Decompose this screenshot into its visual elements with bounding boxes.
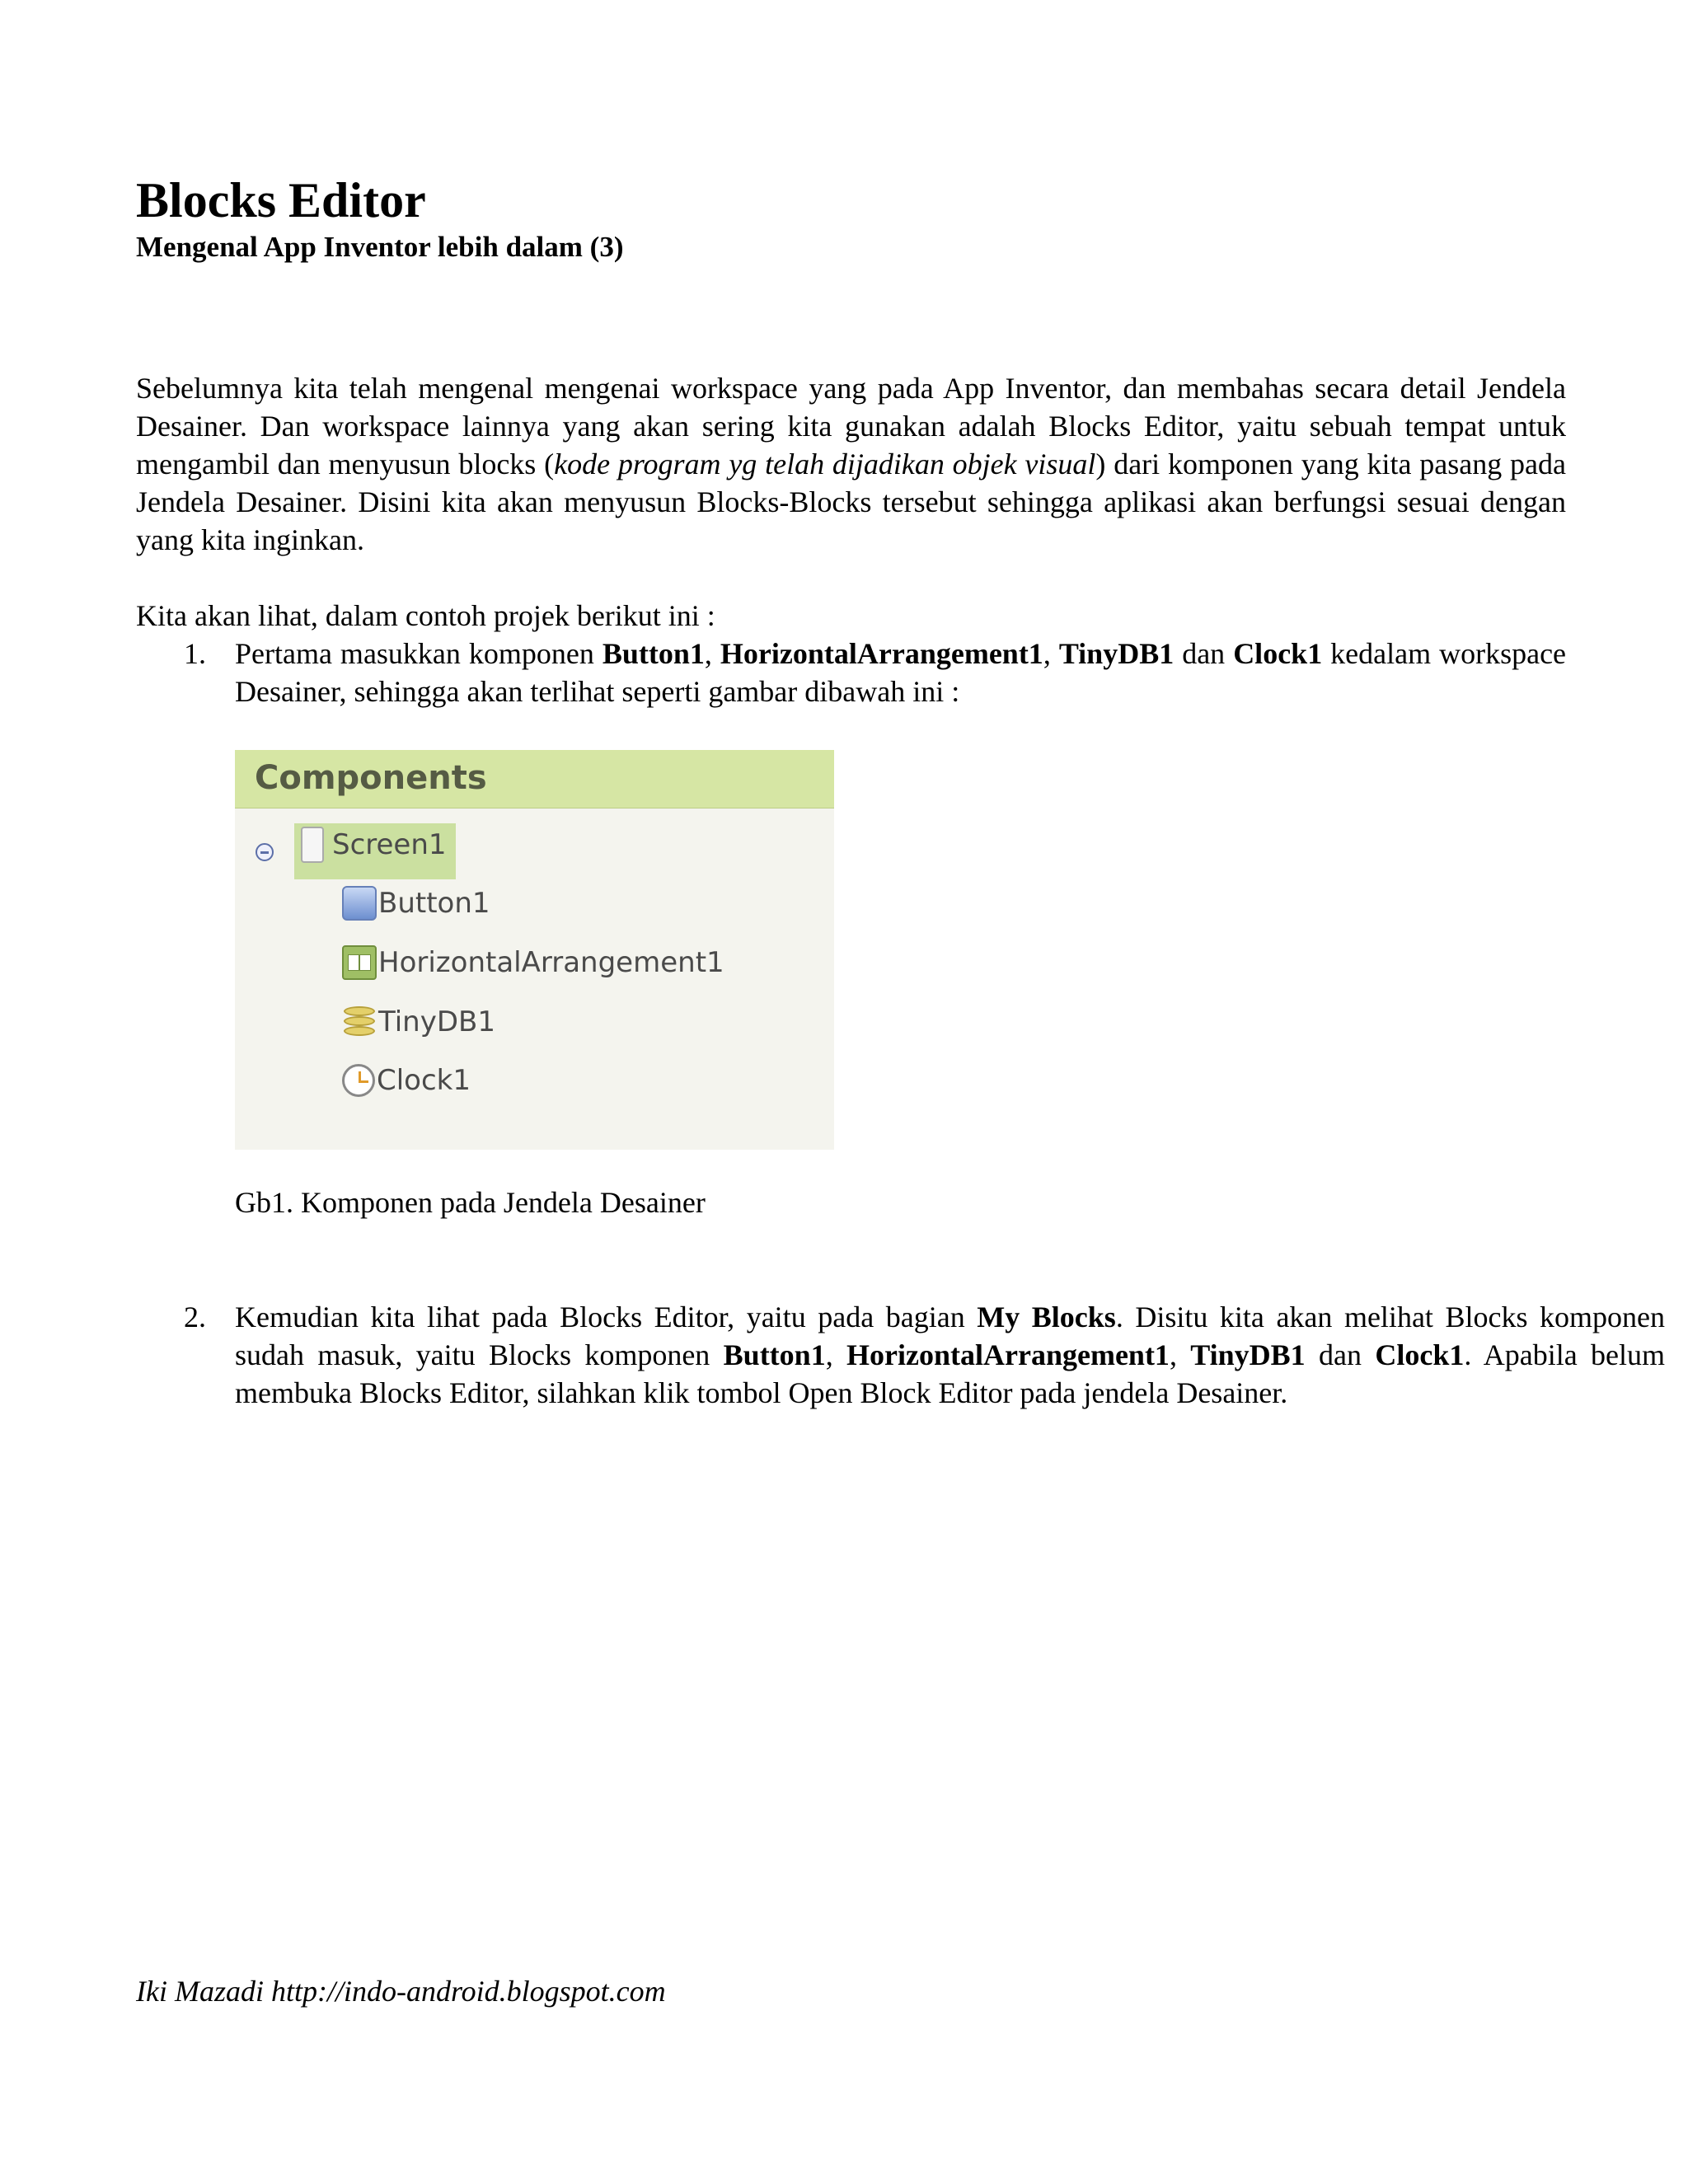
list-number: 2. bbox=[184, 1301, 206, 1333]
tree-item-label: Screen1 bbox=[332, 828, 447, 861]
step1-bold-harr: HorizontalArrangement1 bbox=[720, 637, 1043, 670]
example-intro: Kita akan lihat, dalam contoh projek berikut ini : bbox=[136, 599, 715, 632]
step1-text: Pertama masukkan komponen bbox=[235, 637, 603, 670]
step2-bold-harr: HorizontalArrangement1 bbox=[846, 1338, 1170, 1371]
step1-bold-clock: Clock1 bbox=[1233, 637, 1323, 670]
step2-bold-tinydb: TinyDB1 bbox=[1190, 1338, 1306, 1371]
intro-text-1: Sebelumnya kita telah mengenal mengenai workspace yang pada App Inventor, dan membahas secara detail Jendela Desainer. Dan workspace lainnya yang akan sering kita gunakan adalah Blocks Editor, yaitu sebuah tempat untuk mengambil dan menyusun blocks ( bbox=[136, 372, 1566, 480]
step1-text: dan bbox=[1174, 637, 1234, 670]
figure-caption: Gb1. Komponen pada Jendela Desainer bbox=[235, 1186, 706, 1219]
document-page bbox=[136, 173, 1566, 710]
step1-sep: , bbox=[1043, 637, 1059, 670]
screen-icon bbox=[301, 827, 324, 863]
tree-item-label: HorizontalArrangement1 bbox=[378, 946, 724, 979]
tree-item-clock1[interactable] bbox=[342, 1064, 471, 1097]
step1-sep: , bbox=[704, 637, 720, 670]
tree-item-label: Clock1 bbox=[377, 1064, 471, 1097]
tree-item-button1[interactable] bbox=[342, 886, 490, 921]
step1-bold-button1: Button1 bbox=[602, 637, 705, 670]
horizontal-arrangement-icon bbox=[342, 945, 377, 980]
page-title: Blocks Editor bbox=[136, 173, 426, 227]
components-header: Components bbox=[235, 750, 834, 808]
step2-bold-button1: Button1 bbox=[723, 1338, 826, 1371]
step2-sep: , bbox=[825, 1338, 847, 1371]
step2-text: Kemudian kita lihat pada Blocks Editor, yaitu pada bagian bbox=[235, 1301, 978, 1333]
step2-bold-myblocks: My Blocks bbox=[977, 1301, 1116, 1333]
intro-paragraph bbox=[136, 369, 1566, 559]
step2-text: . Disitu kita akan melihat Blocks komponen sudah masuk, yaitu Blocks komponen bbox=[235, 1301, 1665, 1371]
step2-text: dan bbox=[1305, 1338, 1376, 1371]
database-icon bbox=[342, 1005, 377, 1039]
tree-item-tinydb1[interactable] bbox=[342, 1005, 495, 1039]
intro-text-2: ) dari komponen yang kita pasang pada Jendela Desainer. Disini kita akan menyusun Blocks-Blocks tersebut sehingga aplikasi akan berfungsi sesuai dengan yang kita inginkan. bbox=[136, 448, 1566, 556]
step1-bold-tinydb: TinyDB1 bbox=[1058, 637, 1175, 670]
tree-item-screen1[interactable] bbox=[301, 827, 447, 863]
intro-italic: kode program yg telah dijadikan objek visual bbox=[554, 448, 1096, 480]
button-icon bbox=[342, 886, 377, 921]
step1-text: kedalam workspace Desainer, sehingga akan terlihat seperti gambar dibawah ini : bbox=[235, 637, 1567, 708]
collapse-icon[interactable] bbox=[256, 843, 274, 861]
list-item-2 bbox=[136, 1298, 1665, 1412]
tree-item-horizontalarrangement1[interactable] bbox=[342, 945, 724, 980]
tree-item-label: Button1 bbox=[378, 887, 490, 920]
components-panel-figure bbox=[235, 750, 834, 1150]
page-subtitle: Mengenal App Inventor lebih dalam (3) bbox=[136, 231, 624, 263]
step2-bold-clock: Clock1 bbox=[1375, 1338, 1465, 1371]
page-footer: Iki Mazadi http://indo-android.blogspot.com bbox=[136, 1975, 666, 2008]
step2-sep: , bbox=[1169, 1338, 1191, 1371]
clock-icon bbox=[342, 1064, 375, 1097]
list-item-1 bbox=[136, 635, 1566, 710]
tree-item-label: TinyDB1 bbox=[378, 1005, 495, 1038]
step2-text: . Apabila belum membuka Blocks Editor, silahkan klik tombol Open Block Editor pada jendela Desainer. bbox=[235, 1338, 1665, 1409]
list-number: 1. bbox=[184, 637, 206, 670]
